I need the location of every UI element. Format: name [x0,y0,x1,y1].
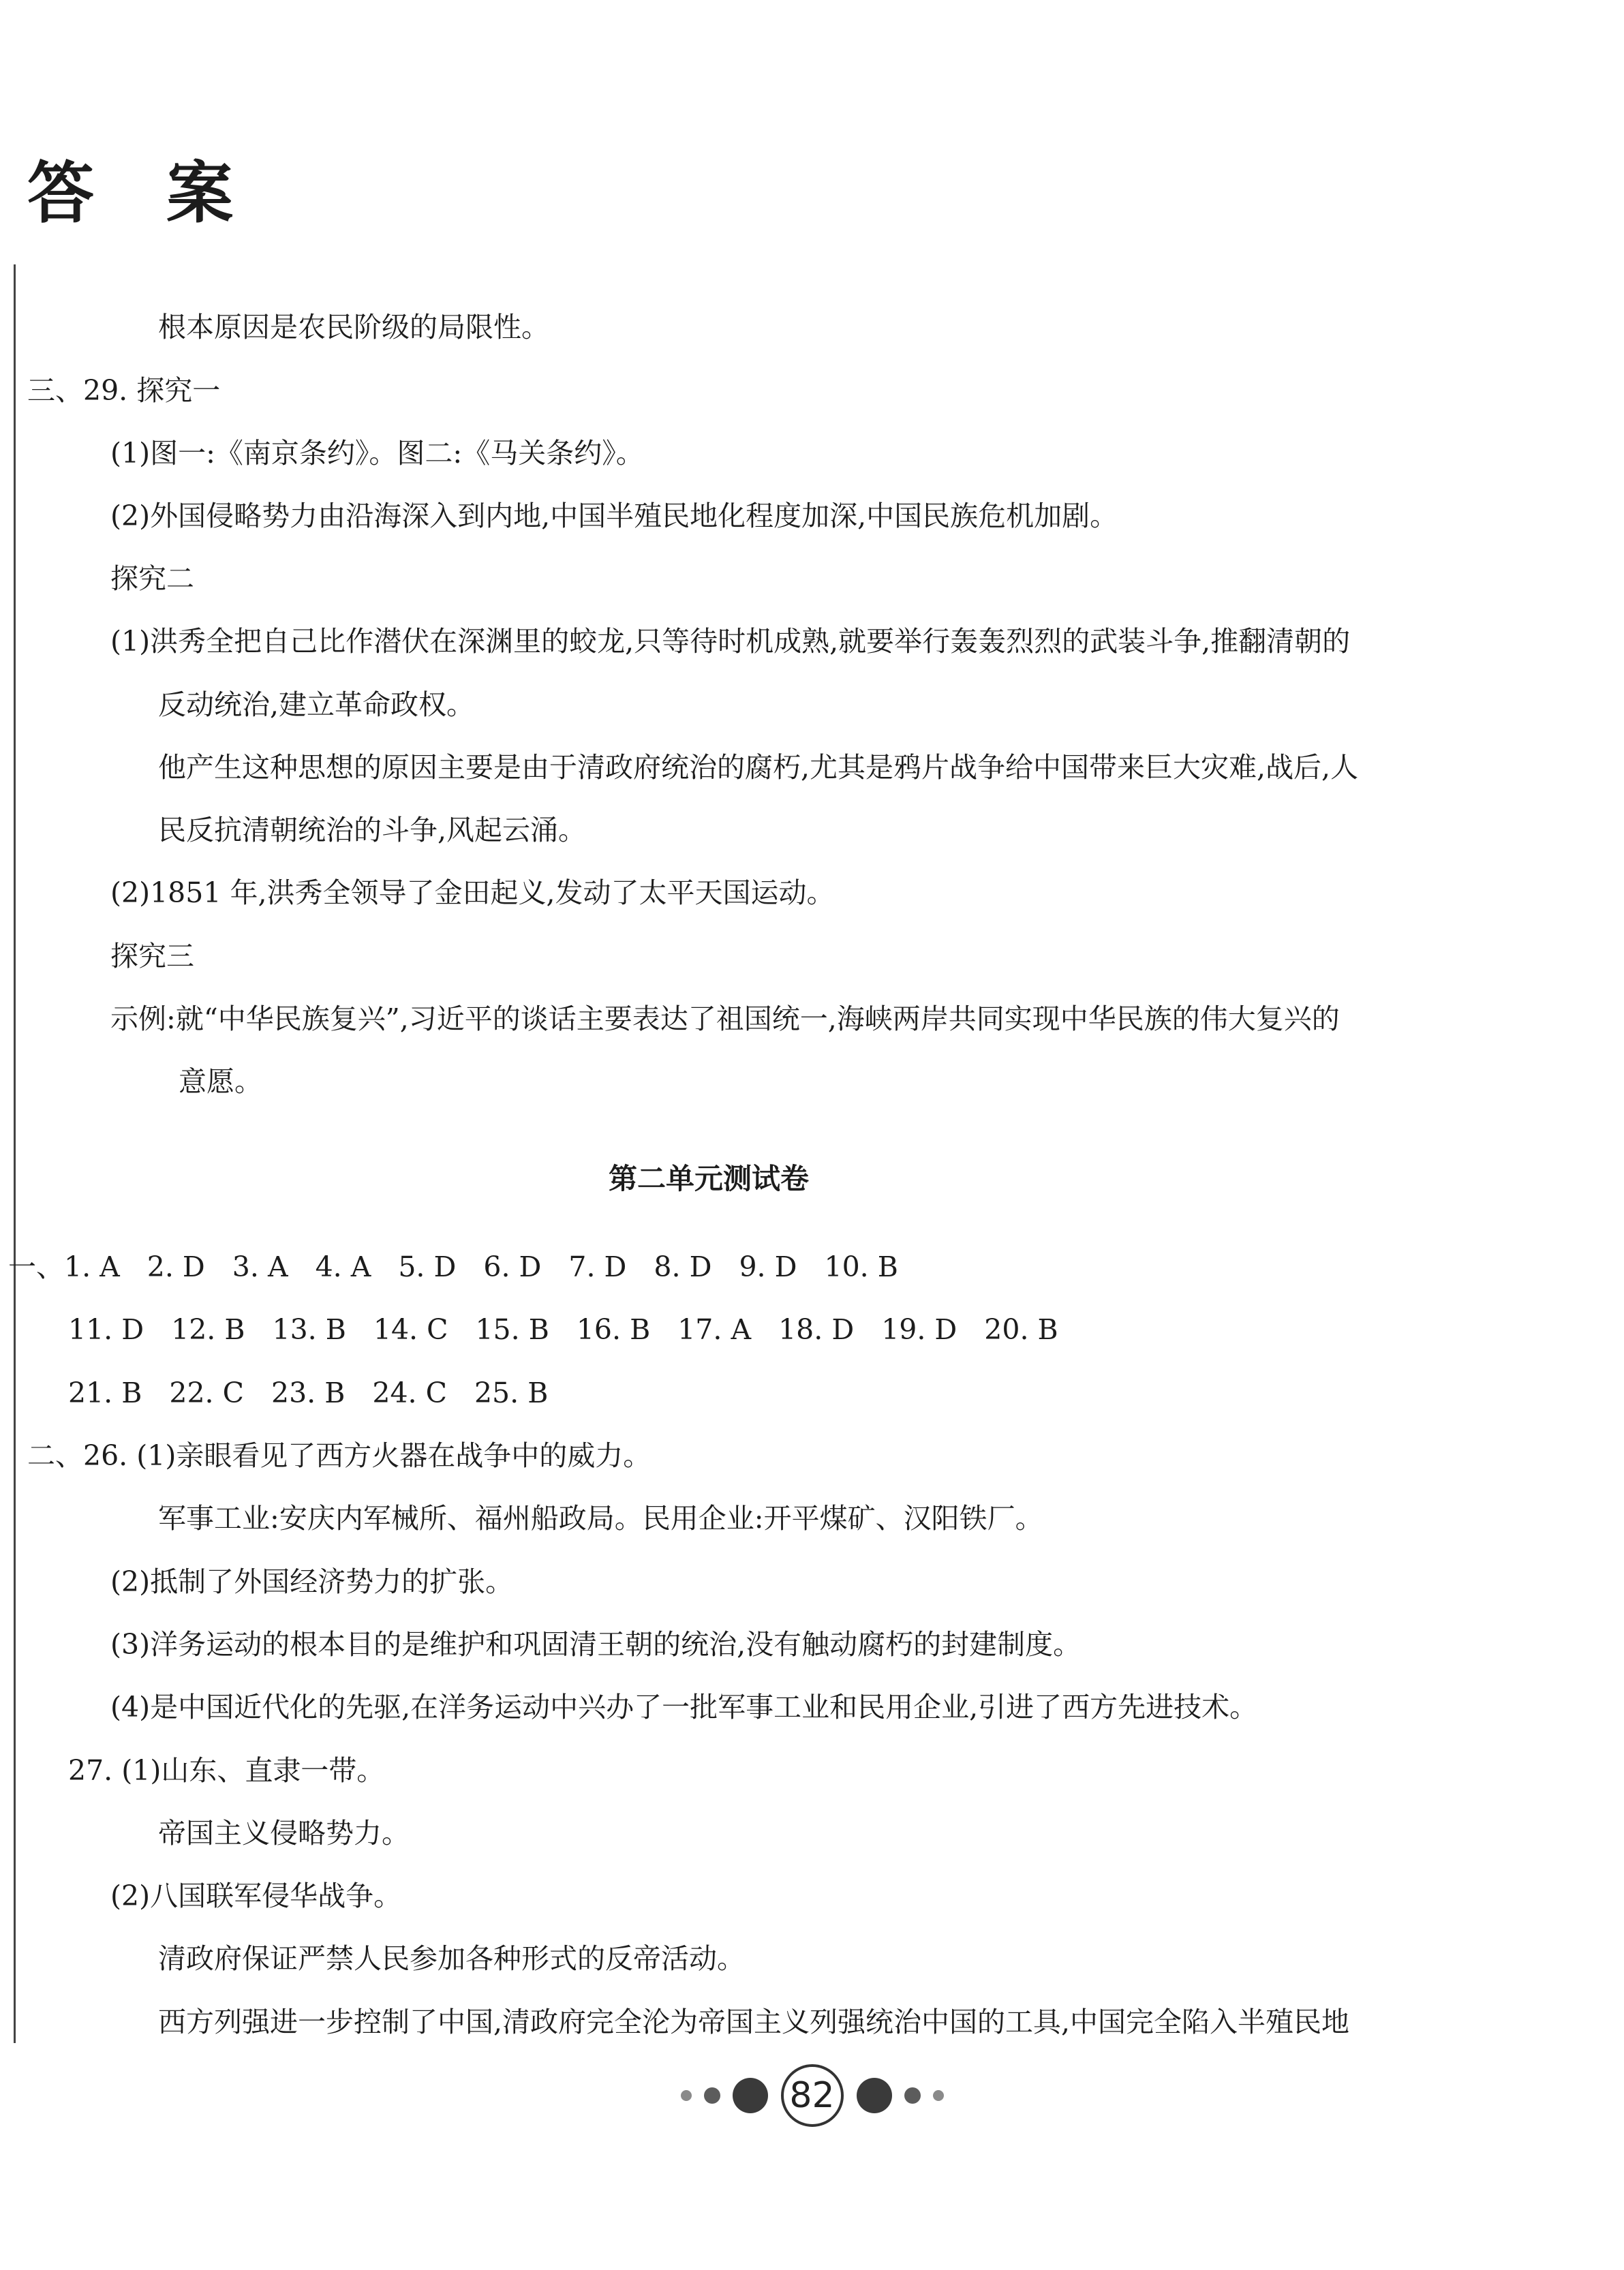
text-line: (2)外国侵略势力由沿海深入到内地,中国半殖民地化程度加深,中国民族危机加剧。 [110,500,1118,532]
mc-answer: 10. B [824,1251,898,1283]
text-line: 探究二 [110,562,194,595]
text-line: (1)图一:《南京条约》。图二:《马关条约》。 [110,437,644,470]
page-title: 答 案 [27,154,258,232]
page-number: 82 [781,2064,844,2127]
decor-dot [904,2087,921,2104]
text-line: (2)八国联军侵华战争。 [110,1880,402,1912]
mc-answer: 17. A [677,1313,752,1346]
mc-answer: 18. D [778,1313,855,1346]
decor-dot [733,2078,768,2113]
text-line: 27. (1)山东、直隶一带。 [68,1754,385,1787]
text-line: 示例:就“中华民族复兴”,习近平的谈话主要表达了祖国统一,海峡两岸共同实现中华民族的伟大复兴的 [110,1002,1340,1035]
mc-answer: 15. B [475,1313,549,1346]
text-line: (1)洪秀全把自己比作潜伏在深渊里的蛟龙,只等待时机成熟,就要举行轰轰烈烈的武装斗争,推翻清朝的 [110,625,1351,658]
text-line: (2)抵制了外国经济势力的扩张。 [110,1565,514,1598]
text-line: 根本原因是农民阶级的局限性。 [158,311,549,343]
mc-answer: 24. C [372,1377,447,1409]
mc-answer: 6. D [483,1251,542,1283]
mc-answer: 19. D [881,1313,957,1346]
text-line: 意愿。 [179,1065,262,1098]
decor-dot [857,2078,892,2113]
mc-answer: 14. C [373,1313,448,1346]
mc-answer: 9. D [739,1251,797,1283]
text-line: 探究三 [110,940,194,972]
text-line: 三、29. 探究一 [27,374,221,407]
text-line: (3)洋务运动的根本目的是维护和巩固清王朝的统治,没有触动腐朽的封建制度。 [110,1628,1082,1661]
text-line: (4)是中国近代化的先驱,在洋务运动中兴办了一批军事工业和民用企业,引进了西方先进技术。 [110,1691,1258,1723]
mc-answer: 11. D [68,1313,144,1346]
margin-rule [14,264,16,2043]
decor-dot [933,2090,944,2101]
decor-dot [704,2087,720,2104]
text-line: 帝国主义侵略势力。 [158,1817,410,1850]
mc-answer-row [8,1248,925,1286]
mc-answer: 5. D [398,1251,457,1283]
mc-answer: 2. D [147,1251,205,1283]
text-line: 二、26. (1)亲眼看见了西方火器在战争中的威力。 [27,1439,652,1472]
text-line: 西方列强进一步控制了中国,清政府完全沦为帝国主义列强统治中国的工具,中国完全陷入半殖民地 [158,2006,1350,2038]
mc-answer: 7. D [568,1251,627,1283]
mc-answer: 20. B [984,1313,1058,1346]
mc-answer: 一、1. A [8,1251,120,1283]
mc-answer: 13. B [272,1313,346,1346]
text-line: 军事工业:安庆内军械所、福州船政局。民用企业:开平煤矿、汉阳铁厂。 [158,1502,1043,1535]
mc-answer: 22. C [169,1377,244,1409]
mc-answer: 12. B [171,1313,245,1346]
text-line: 清政府保证严禁人民参加各种形式的反帝活动。 [158,1942,745,1975]
mc-answer: 4. A [315,1251,371,1283]
text-line: 民反抗清朝统治的斗争,风起云涌。 [158,814,587,846]
mc-answer-row [68,1310,1086,1349]
decor-dot [681,2090,692,2101]
text-line: 反动统治,建立革命政权。 [158,688,475,721]
mc-answer: 3. A [232,1251,288,1283]
section-heading: 第二单元测试卷 [608,1162,809,1195]
text-line: 他产生这种思想的原因主要是由于清政府统治的腐朽,尤其是鸦片战争给中国带来巨大灾难,战后,人 [158,751,1359,784]
mc-answer: 25. B [474,1377,549,1409]
mc-answer: 8. D [654,1251,712,1283]
mc-answer: 23. B [271,1377,346,1409]
page-footer [0,2058,1624,2133]
mc-answer: 21. B [68,1377,142,1409]
text-line: (2)1851 年,洪秀全领导了金田起义,发动了太平天国运动。 [110,876,835,909]
mc-answer: 16. B [576,1313,651,1346]
mc-answer-row [68,1374,575,1412]
